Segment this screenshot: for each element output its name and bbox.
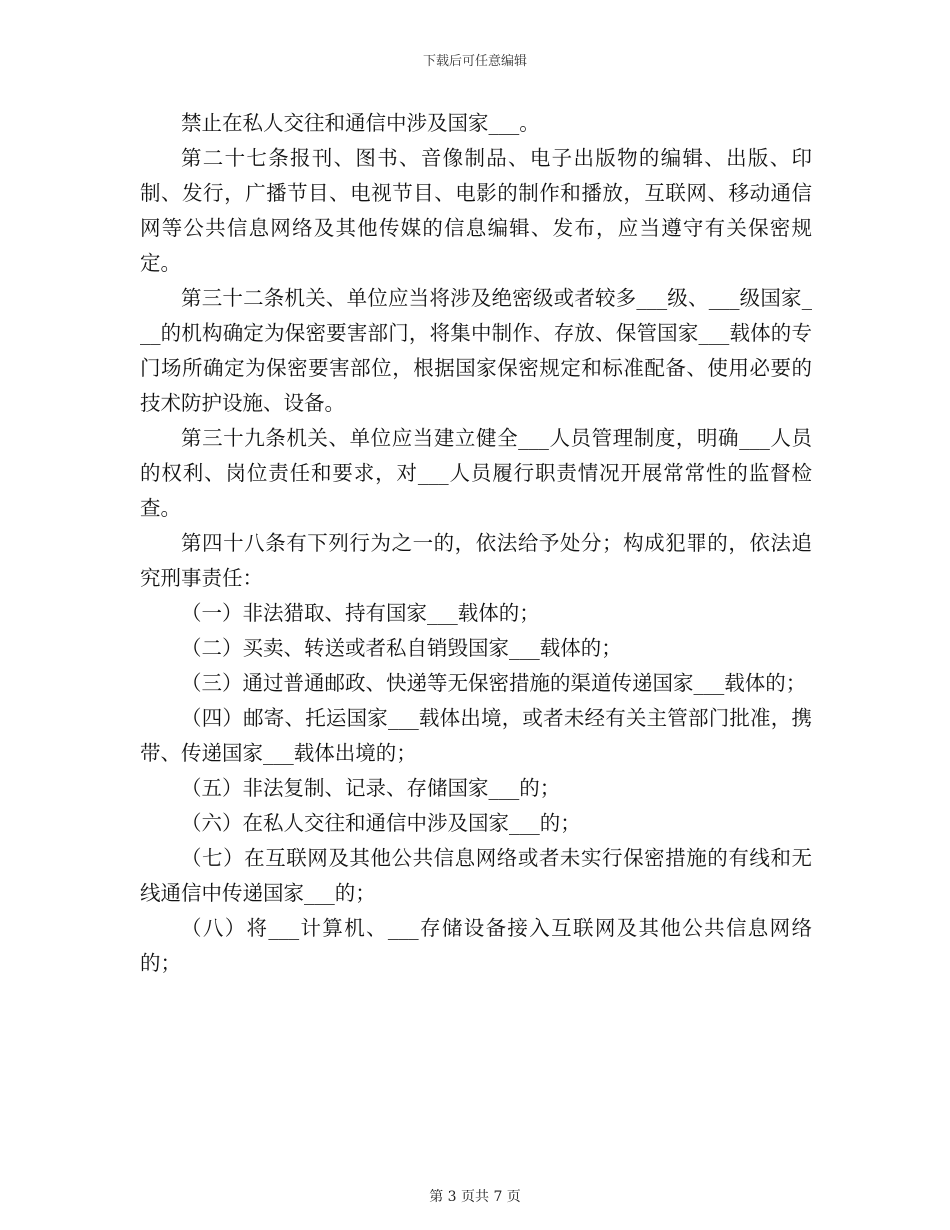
page-footer-number: 第 3 页共 7 页 [429, 1189, 521, 1205]
page-header-note: 下载后可任意编辑 [422, 54, 527, 69]
list-item-1: （一）非法猎取、持有国家___载体的； [181, 601, 540, 625]
list-item-6: （六）在私人交往和通信中涉及国家___的； [181, 811, 581, 835]
list-item-3: （三）通过普通邮政、快递等无保密措施的渠道传递国家___载体的； [181, 671, 807, 695]
paragraph-1: 禁止在私人交往和通信中涉及国家___。 [181, 111, 540, 135]
paragraph-article-39: 第三十九条机关、单位应当建立健全___人员管理制度，明确___人员的权利、岗位责任和要求，对___人员履行职责情况开展常常性的监督检查。 [140, 426, 812, 520]
list-item-4: （四）邮寄、托运国家___载体出境，或者未经有关主管部门批准，携带、传递国家___载体出境的； [140, 706, 812, 765]
paragraph-article-27: 第二十七条报刊、图书、音像制品、电子出版物的编辑、出版、印制、发行，广播节目、电视节目、电影的制作和播放，互联网、移动通信网等公共信息网络及其他传媒的信息编辑、发布，应当遵守有关保密规定。 [140, 146, 812, 275]
list-item-7: （七）在互联网及其他公共信息网络或者未实行保密措施的有线和无线通信中传递国家___的； [140, 846, 812, 905]
paragraph-article-48: 第四十八条有下列行为之一的，依法给予处分；构成犯罪的，依法追究刑事责任： [140, 531, 812, 590]
document-body [140, 106, 812, 981]
list-item-5: （五）非法复制、记录、存储国家___的； [181, 776, 561, 800]
list-item-8: （八）将___计算机、___存储设备接入互联网及其他公共信息网络的； [140, 916, 812, 975]
list-item-2: （二）买卖、转送或者私自销毁国家___载体的； [181, 636, 622, 660]
paragraph-article-32: 第三十二条机关、单位应当将涉及绝密级或者较多___级、___级国家___的机构确定为保密要害部门，将集中制作、存放、保管国家___载体的专门场所确定为保密要害部位，根据国家保密规定和标准配备、使用必要的技术防护设施、设备。 [140, 286, 812, 415]
